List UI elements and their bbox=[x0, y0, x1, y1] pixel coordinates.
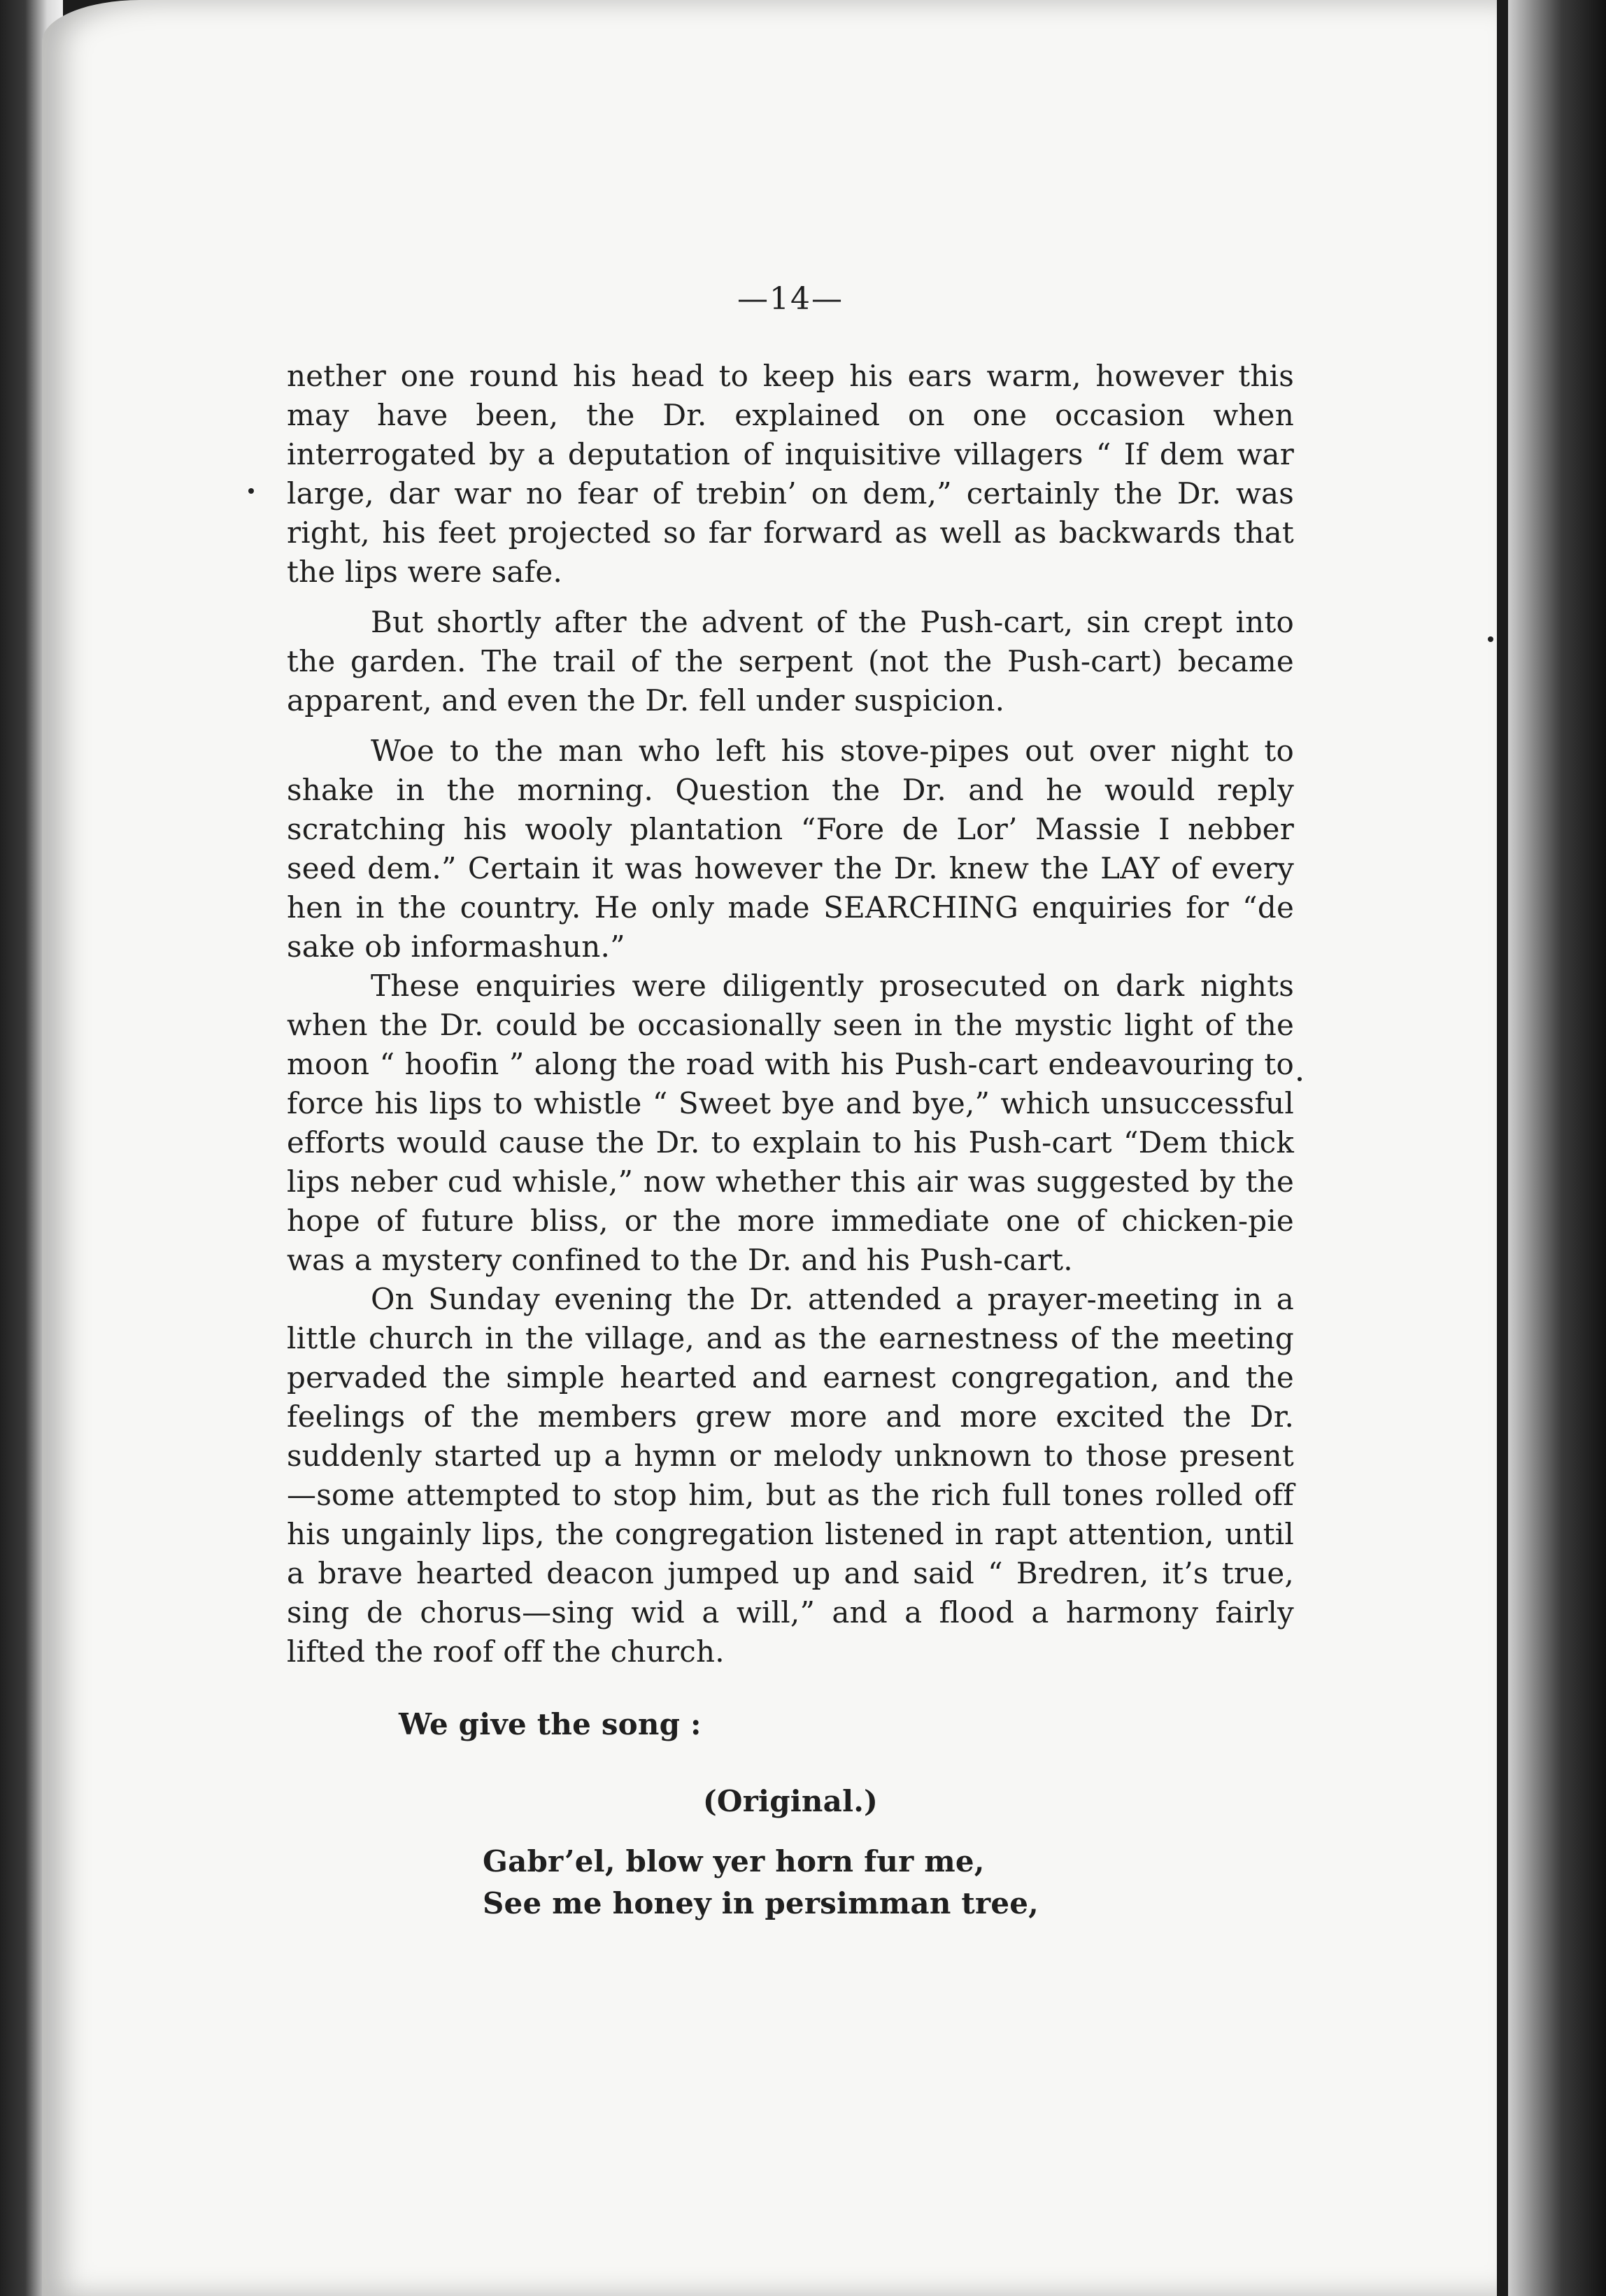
ink-speck bbox=[248, 488, 254, 494]
paragraph-5: On Sunday evening the Dr. attended a prayer-meeting in a little church in the village, and as the earnestness of the meeting pervaded the simple hearted and earnest congregation, and the feelings of the members grew more and more excited the Dr. suddenly started up a hymn or melody unknown to those present—some attempted to stop him, but as the rich full tones rolled off his ungainly lips, the congregation listened in rapt attention, until a brave hearted deacon jumped up and said “ Bredren, it’s true, sing de chorus—sing wid a will,” and a flood a harmony fairly lifted the roof off the church. bbox=[287, 1282, 1294, 1669]
song-line-2: See me honey in persimman tree, bbox=[483, 1886, 1039, 1920]
song-line-1: Gabr’el, blow yer horn fur me, bbox=[483, 1844, 985, 1878]
paragraph-3: Woe to the man who left his stove-pipes out over night to shake in the morning. Question the Dr. and he would reply scratching his wooly plantation “Fore de Lor’ Massie I nebber seed dem.” Certain it was however the Dr. knew the LAY of every hen in the country. He only made SEARCHING enquiries for “de sake ob informashun.” bbox=[287, 734, 1294, 964]
right-scan-margin bbox=[1508, 0, 1606, 2296]
page-number: —14— bbox=[737, 281, 844, 317]
song-intro: We give the song : bbox=[399, 1707, 702, 1741]
song-heading: (Original.) bbox=[702, 1784, 879, 1818]
paragraph-2: But shortly after the advent of the Push-cart, sin crept into the garden. The trail of the serpent (not the Push-cart) became apparent, and even the Dr. fell under suspicion. bbox=[287, 605, 1294, 718]
paragraph-1: nether one round his head to keep his ears warm, however this may have been, the Dr. explained on one occasion when interrogated by a deputation of inquisitive villagers “ If dem war large, dar war no fear of trebin’ on dem,” certainly the Dr. was right, his feet projected so far forward as well as backwards that the lips were safe. bbox=[287, 359, 1294, 589]
ink-speck bbox=[1488, 636, 1493, 642]
paragraph-4: These enquiries were diligently prosecuted on dark nights when the Dr. could be occasionally seen in the mystic light of the moon “ hoofin ” along the road with his Push-cart endeavouring to force his lips to whistle “ Sweet bye and bye,” which unsuccessful efforts would cause the Dr. to explain to his Push-cart “Dem thick lips neber cud whisle,” now whether this air was suggested by the hope of future bliss, or the more immediate one of chicken-pie was a mystery confined to the Dr. and his Push-cart. bbox=[287, 969, 1294, 1277]
page-text-block bbox=[287, 280, 1294, 1923]
ink-speck bbox=[1298, 1077, 1302, 1081]
